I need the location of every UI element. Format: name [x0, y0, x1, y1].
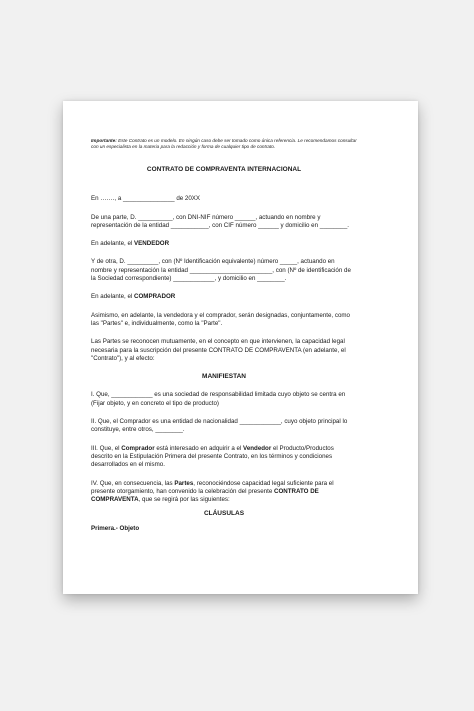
buyer-intro: En adelante, el [91, 293, 135, 301]
m3-comprador: Comprador [121, 444, 155, 452]
manifest-heading: MANIFIESTAN [202, 373, 246, 381]
notice-text: Este Contrato es un modelo. En ningún caso debe ser tomado como única referencia. Le recomendamos consultar con un especialista en la materia para la redacción y forma de cualquier tipo de contrato. [91, 138, 357, 149]
document-body [91, 138, 357, 533]
seller-definition [91, 240, 357, 248]
buyer-definition [91, 293, 357, 301]
m4-partes: Partes [174, 479, 194, 487]
m4-text-b: , reconociéndose capacidad legal suficiente para el presente otorgamiento, han convenido la celebración del presente [91, 479, 334, 495]
manifest-item-3 [91, 445, 357, 470]
date-line: En ……., a _______________ de 20XX [91, 195, 201, 203]
party-two-paragraph: Y de otra, D. _________, con (Nº Identificación equivalente) número _____, actuando en nombre y representación la entidad ________________________, con (Nº de identificación de la Sociedad correspondiente) ____________, y domicilio en ________. [91, 258, 351, 283]
clauses-heading: CLÁUSULAS [203, 510, 245, 518]
manifest-item-1: I. Que, ____________ es una sociedad de responsabilidad limitada cuyo objeto se centra en (Fijar objeto, y en concreto el tipo de producto) [91, 391, 346, 407]
m3-text-c: el Producto/Productos descrito en la Estipulación Primera del presente Contrato, en los términos y condiciones desarrollados en el mismo. [91, 444, 334, 469]
designation-paragraph: Asimismo, en adelante, la vendedora y el comprador, serán designadas, conjuntamente, como las "Partes" e, individualmente, como la "Parte". [91, 311, 350, 327]
m4-text-a: IV. Que, en consecuencia, las [91, 479, 175, 487]
buyer-term: COMPRADOR [134, 293, 176, 301]
document-page [63, 101, 418, 594]
m3-text-b: está interesado en adquirir a el [154, 444, 244, 452]
manifest-item-4 [91, 480, 357, 505]
m3-vendedor: Vendedor [243, 444, 272, 452]
notice-label: Importante: [91, 138, 117, 143]
document-title: CONTRATO DE COMPRAVENTA INTERNACIONAL [146, 166, 302, 173]
party-one-paragraph: De una parte, D. __________, con DNI-NIF número ______, actuando en nombre y representación de la entidad ___________, con CIF número ______ y domicilio en ________. [91, 213, 349, 229]
m4-text-c: , que se regirá por las siguientes: [138, 496, 230, 504]
capacity-paragraph: Las Partes se reconocen mutuamente, en el concepto en que intervienen, la capacidad legal necesaria para la suscripción del presente CONTRATO DE COMPRAVENTA (en adelante, el "Contrato"), y al efecto: [91, 338, 346, 362]
m4-contract: CONTRATO DE COMPRAVENTA [91, 487, 319, 504]
disclaimer-notice [91, 138, 357, 150]
seller-intro: En adelante, el [91, 240, 135, 248]
manifest-item-2: II. Que, el Comprador es una entidad de nacionalidad ____________, cuyo objeto principal lo constituye, entre otros, ________. [91, 418, 348, 434]
m3-text-a: III. Que, el [91, 444, 122, 452]
first-clause-heading: Primera.- Objeto [91, 524, 140, 532]
seller-term: VENDEDOR [134, 240, 170, 248]
